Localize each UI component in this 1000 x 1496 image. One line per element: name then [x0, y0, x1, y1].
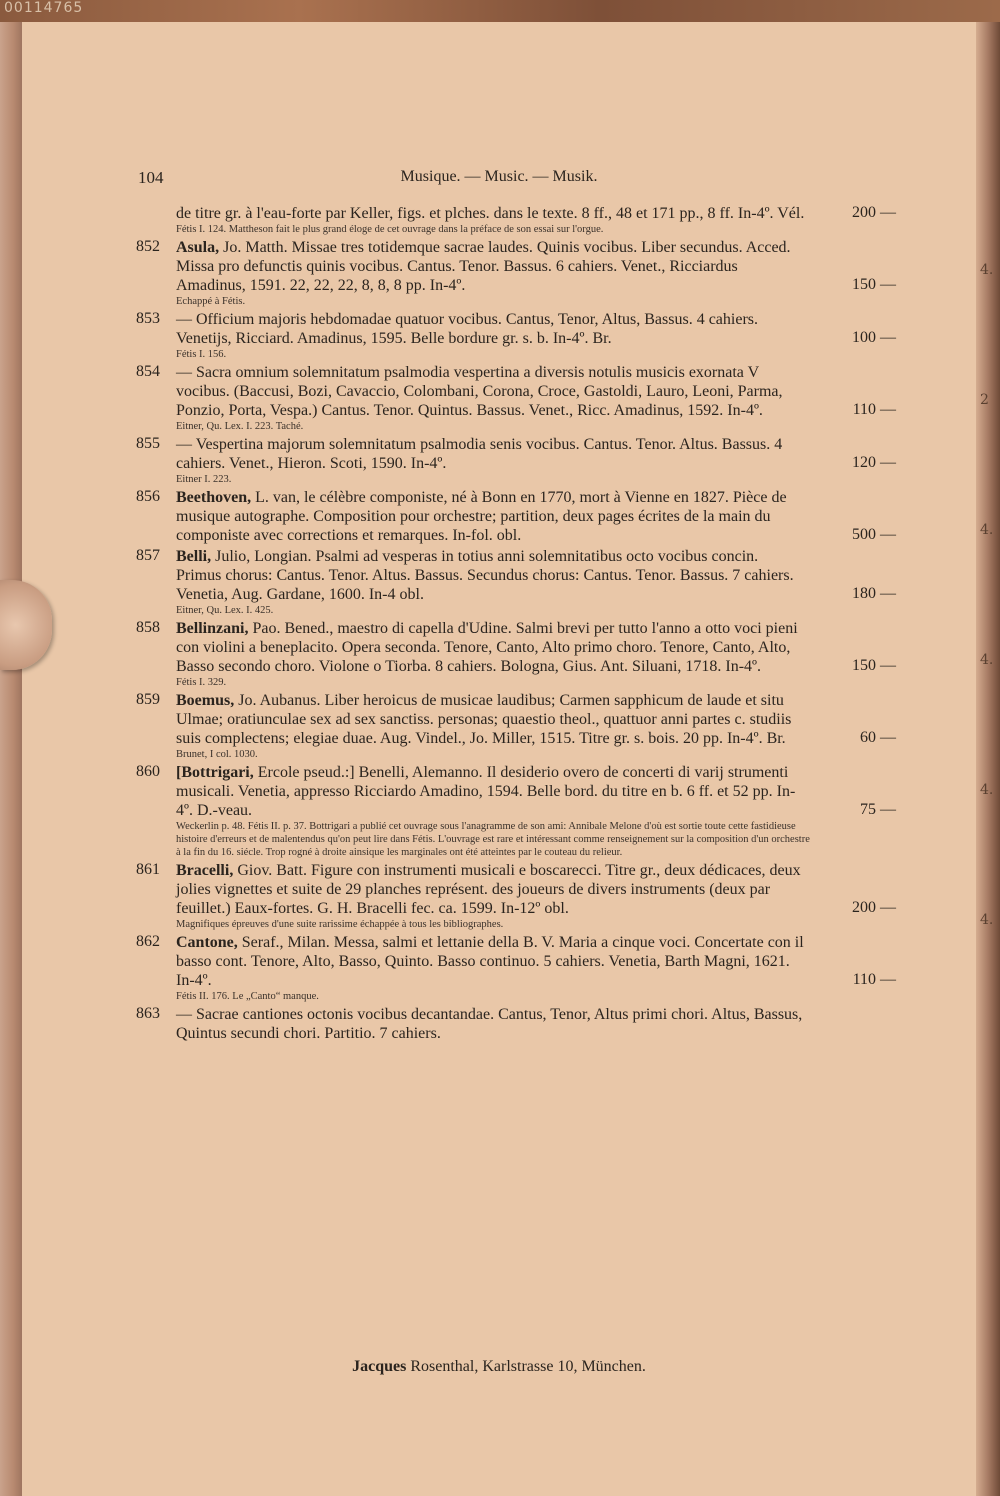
entry-description: — Vespertina majorum solemnitatum psalmodia senis vocibus. Cantus. Tenor. Altus. Bassus. 4 cahiers. Venet., Hieron. Scoti, 1590. In-4º. [176, 436, 783, 472]
entry-description: de titre gr. à l'eau-forte par Keller, figs. et plches. dans le texte. 8 ff., 48 et 171 pp., 8 ff. In-4º. Vél. [176, 205, 805, 222]
entry-price: 110 — [852, 971, 896, 988]
catalog-entry [136, 204, 896, 236]
footer-address: Rosenthal, Karlstrasse 10, München. [406, 1358, 646, 1375]
book-top-edge [0, 0, 1000, 22]
entry-heading: Asula, [176, 239, 220, 256]
catalog-entry [136, 691, 896, 761]
margin-mark: 4. [980, 522, 994, 538]
entry-price: 500 — [852, 526, 896, 543]
entry-heading: [Bottrigari, [176, 764, 254, 781]
entry-price: 150 — [852, 657, 896, 674]
entry-price: 120 — [852, 454, 896, 471]
entry-number: 860 [136, 763, 160, 780]
entry-note: Fétis I. 124. Mattheson fait le plus grand éloge de cet ouvrage dans la préface de son essai sur l'orgue. [176, 224, 604, 235]
entry-number: 861 [136, 861, 160, 878]
entry-price: 150 — [852, 276, 896, 293]
section-title: Musique. — Music. — Musik. [400, 168, 598, 185]
entry-heading: Boemus, [176, 692, 235, 709]
entry-note: Eitner, Qu. Lex. I. 223. Taché. [176, 421, 304, 432]
entries-list [136, 204, 896, 1045]
footer-imprint [22, 1358, 976, 1376]
entry-number: 853 [136, 310, 160, 327]
catalog-entry [136, 619, 896, 689]
entry-price: 200 — [852, 204, 896, 221]
entry-text [176, 488, 806, 545]
entry-note: Brunet, I col. 1030. [176, 749, 258, 760]
entry-description: — Officium majoris hebdomadae quatuor vocibus. Cantus, Tenor, Altus, Bassus. 4 cahiers. Venetijs, Ricciard. Amadinus, 1595. Belle bordure gr. s. b. In-4º. Br. [176, 311, 758, 347]
entry-number: 852 [136, 238, 160, 255]
margin-mark: 4. [980, 652, 994, 668]
catalog-entry [136, 488, 896, 545]
entry-description: Giov. Batt. Figure con instrumenti musicali e boscarecci. Titre gr., deux dédicaces, deux jolies vignettes et suite de 29 planches représent. des joueurs de divers instruments (deux par feuillet.) Eaux-fortes. G. H. Bracelli fec. ca. 1599. In-12º obl. [176, 862, 801, 917]
entry-description: Jo. Aubanus. Liber heroicus de musicae laudibus; Carmen sapphicum de laude et situ Ulmae; oratiunculae sex ad sex sanctiss. personas; quaestio theol., quattuor anni partes c. studiis suis complectens; elegiae duae. Aug. Vindel., Jo. Miller, 1515. Titre gr. s. bois. 20 pp. In-4º. Br. [176, 692, 792, 747]
catalog-entry [136, 435, 896, 486]
entry-description: Julio, Longian. Psalmi ad vesperas in totius anni solemnitatibus octo vocibus concin. Primus chorus: Cantus. Tenor. Altus. Bassus. Secundus chorus: Cantus. Tenor. Bassus. 7 cahiers. Venetia, Aug. Gardane, 1600. In-4 obl. [176, 548, 794, 603]
entry-number: 863 [136, 1005, 160, 1022]
entry-text [176, 691, 806, 748]
entry-number: 854 [136, 363, 160, 380]
entry-text [176, 363, 806, 420]
entry-text [176, 310, 806, 348]
entry-text [176, 435, 806, 473]
entry-number: 858 [136, 619, 160, 636]
margin-mark: 4. [980, 912, 994, 928]
book-spine [0, 22, 22, 1496]
margin-mark: 2 [980, 392, 989, 408]
catalog-entry [136, 861, 896, 931]
entry-note: Magnifiques épreuves d'une suite rarissime échappée à tous les bibliographes. [176, 919, 504, 930]
entry-price: 60 — [860, 729, 896, 746]
entry-number: 857 [136, 547, 160, 564]
entry-note: Weckerlin p. 48. Fétis II. p. 37. Bottrigari a publié cet ouvrage sous l'anagramme de son ami: Annibale Melone d'où est sortie toute cette fastidieuse histoire d'erreurs et de malentendus qu'on peut lire dans Fétis. L'ouvrage est rare et intéressant comme renseignement sur la composition d'un orchestre à la fin du 16. siécle. Trop rogné à droite ainsique les marginales ont été atteintes par le couteau du relieur. [176, 821, 810, 858]
entry-price: 110 — [852, 401, 896, 418]
entry-number: 856 [136, 488, 160, 505]
running-head [22, 168, 976, 192]
entry-text [176, 204, 806, 223]
catalog-entry [136, 763, 896, 859]
entry-heading: Bracelli, [176, 862, 234, 879]
entry-description: Seraf., Milan. Messa, salmi et lettanie della B. V. Maria a cinque voci. Concertate con il basso cont. Tenore, Alto, Basso, Quinto. Basso continuo. 5 cahiers. Venetia, Barth Magni, 1621. In-4º. [176, 934, 804, 989]
entry-note: Echappé à Fétis. [176, 296, 246, 307]
book-right-edge [976, 22, 1000, 1496]
entry-note: Eitner, Qu. Lex. I. 425. [176, 605, 274, 616]
entry-description: Pao. Bened., maestro di capella d'Udine. Salmi brevi per tutto l'anno a otto voci pieni con violini a beneplacito. Opera seconda. Tenore, Canto, Alto primo choro. Tenore, Canto, Alto, Basso secondo choro. Violone o Tiorba. 8 cahiers. Bologna, Gius. Ant. Siluani, 1718. In-4º. [176, 620, 798, 675]
entry-price: 100 — [852, 329, 896, 346]
margin-mark: 4. [980, 782, 994, 798]
entry-text [176, 763, 806, 820]
archive-id: 00114765 [4, 0, 84, 16]
catalog-entry [136, 933, 896, 1003]
entry-number: 859 [136, 691, 160, 708]
catalog-entry [136, 310, 896, 361]
entry-price: 75 — [860, 801, 896, 818]
entry-text [176, 547, 806, 604]
entry-description: L. van, le célèbre componiste, né à Bonn en 1770, mort à Vienne en 1827. Pièce de musique autographe. Composition pour orchestre; partition, deux pages écrites de la main du componiste avec corrections et remarques. In-fol. obl. [176, 489, 787, 544]
entry-description: — Sacra omnium solemnitatum psalmodia vespertina a diversis notulis musicis exornata V vocibus. (Baccusi, Bozi, Cavaccio, Colombani, Corona, Croce, Gastoldi, Lauro, Leoni, Parma, Ponzio, Porta, Vespa.) Cantus. Tenor. Quintus. Bassus. Venet., Ricc. Amadinus, 1592. In-4º. [176, 364, 783, 419]
entry-text [176, 619, 806, 676]
catalog-entry [136, 363, 896, 433]
entry-heading: Bellinzani, [176, 620, 249, 637]
entry-text [176, 238, 806, 295]
page-number: 104 [138, 168, 164, 187]
entry-note: Fétis I. 329. [176, 677, 227, 688]
entry-number: 862 [136, 933, 160, 950]
entry-description: — Sacrae cantiones octonis vocibus decantandae. Cantus, Tenor, Altus primi chori. Altus, Bassus, Quintus secundi chori. Partitio. 7 cahiers. [176, 1006, 803, 1042]
entry-text [176, 933, 806, 990]
entry-number: 855 [136, 435, 160, 452]
entry-price: 200 — [852, 899, 896, 916]
entry-description: Ercole pseud.:] Benelli, Alemanno. Il desiderio overo de concerti di varij strumenti musicali. Venetia, appresso Ricciardo Amadino, 1594. Belle bord. du titre en b. 6 ff. et 52 pp. In-4º. D.-veau. [176, 764, 796, 819]
catalog-entry [136, 547, 896, 617]
entry-text [176, 861, 806, 918]
footer-name: Jacques [352, 1358, 407, 1375]
catalog-entry [136, 238, 896, 308]
entry-note: Fétis II. 176. Le „Canto“ manque. [176, 991, 319, 1002]
entry-note: Fétis I. 156. [176, 349, 227, 360]
entry-description: Jo. Matth. Missae tres totidemque sacrae laudes. Quinis vocibus. Liber secundus. Acced. Missa pro defunctis quinis vocibus. Cantus. Tenor. Bassus. 6 cahiers. Venet., Ricciardus Amadinus, 1591. 22, 22, 22, 8, 8, 8 pp. In-4º. [176, 239, 791, 294]
catalog-page [22, 22, 994, 1496]
entry-note: Eitner I. 223. [176, 474, 232, 485]
entry-text [176, 1005, 806, 1043]
margin-mark: 4. [980, 262, 994, 278]
entry-heading: Beethoven, [176, 489, 252, 506]
entry-heading: Belli, [176, 548, 212, 565]
catalog-entry [136, 1005, 896, 1043]
entry-heading: Cantone, [176, 934, 238, 951]
entry-price: 180 — [852, 585, 896, 602]
